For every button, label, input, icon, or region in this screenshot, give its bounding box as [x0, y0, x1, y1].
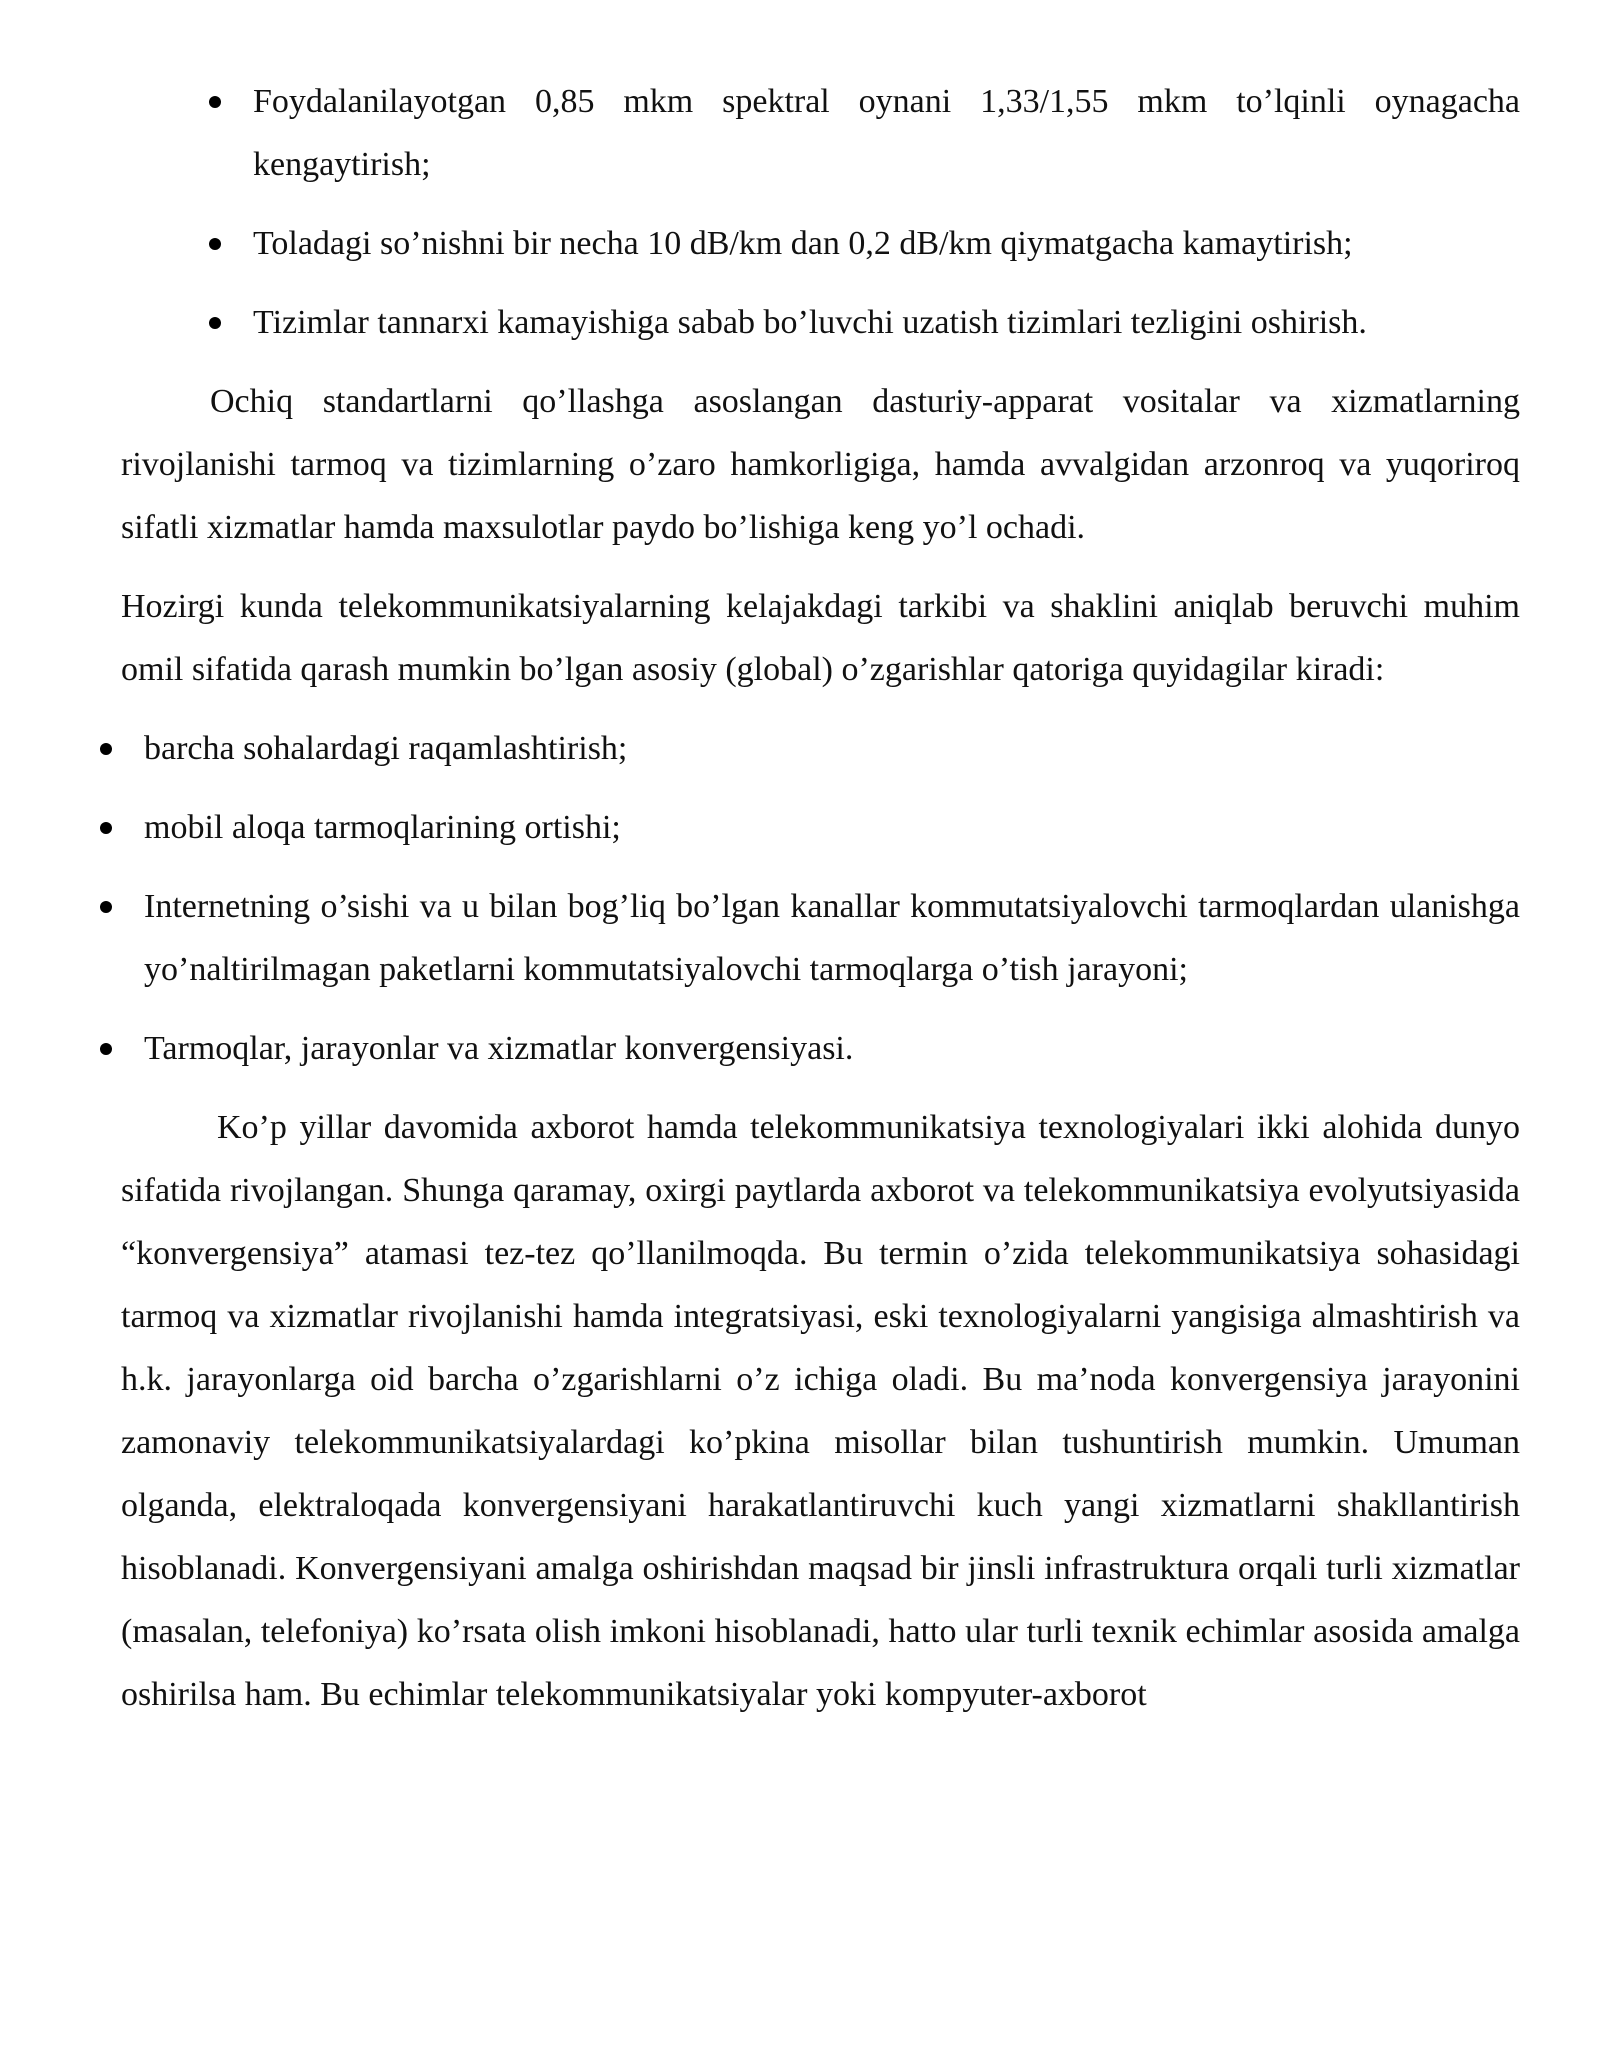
list-item: Tizimlar tannarxi kamayishiga sabab bo’luvchi uzatish tizimlari tezligini oshirish. [121, 291, 1520, 354]
paragraph-global-changes: Hozirgi kunda telekommunikatsiyalarning kelajakdagi tarkibi va shaklini aniqlab beruvchi muhim omil sifatida qarash mumkin bo’lgan asosiy (global) o’zgarishlar qatoriga quyidagilar kiradi: [121, 588, 1520, 688]
list-item: mobil aloqa tarmoqlarining ortishi; [121, 796, 1520, 859]
paragraph-open-standards: Ochiq standartlarni qo’llashga asoslangan dasturiy-apparat vositalar va xizmatlarning rivojlanishi tarmoq va tizimlarning o’zaro hamkorligiga, hamda avvalgidan arzonroq va yuqoriroq sifatli xizmatlar hamda maxsulotlar paydo bo’lishiga keng yo’l ochadi. [121, 383, 1520, 546]
global-changes-bullet-list [121, 717, 1520, 1080]
paragraph-convergence: Ko’p yillar davomida axborot hamda telekommunikatsiya texnologiyalari ikki alohida dunyo sifatida rivojlangan. Shunga qaramay, oxirgi paytlarda axborot va telekommunikatsiya evolyutsiyasida “konvergensiya” atamasi tez-tez qo’llanilmoqda. Bu termin o’zida telekommunikatsiya sohasidagi tarmoq va xizmatlar rivojlanishi hamda integratsiyasi, eski texnologiyalarni yangisiga almashtirish va h.k. jarayonlarga oid barcha o’zgarishlarni o’z ichiga oladi. Bu ma’noda konvergensiya jarayonini zamonaviy telekommunikatsiyalardagi ko’pkina misollar bilan tushuntirish mumkin. Umuman olganda, elektraloqada konvergensiyani harakatlantiruvchi kuch yangi xizmatlarni shakllantirish hisoblanadi. Konvergensiyani amalga oshirishdan maqsad bir jinsli infrastruktura orqali turli xizmatlar (masalan, telefoniya) ko’rsata olish imkoni hisoblanadi, hatto ular turli texnik echimlar asosida amalga oshirilsa ham. Bu echimlar telekommunikatsiyalar yoki kompyuter-axborot [121, 1109, 1520, 1713]
list-item: Toladagi so’nishni bir necha 10 dB/km dan 0,2 dB/km qiymatgacha kamaytirish; [121, 212, 1520, 275]
list-item: barcha sohalardagi raqamlashtirish; [121, 717, 1520, 780]
list-item: Foydalanilayotgan 0,85 mkm spektral oynani 1,33/1,55 mkm to’lqinli oynagacha kengaytirish; [121, 70, 1520, 196]
list-item: Internetning o’sishi va u bilan bog’liq bo’lgan kanallar kommutatsiyalovchi tarmoqlardan ulanishga yo’naltirilmagan paketlarni kommutatsiyalovchi tarmoqlarga o’tish jarayoni; [121, 875, 1520, 1001]
improvements-bullet-list [121, 70, 1520, 354]
list-item: Tarmoqlar, jarayonlar va xizmatlar konvergensiyasi. [121, 1017, 1520, 1080]
document-page [121, 70, 1520, 1742]
